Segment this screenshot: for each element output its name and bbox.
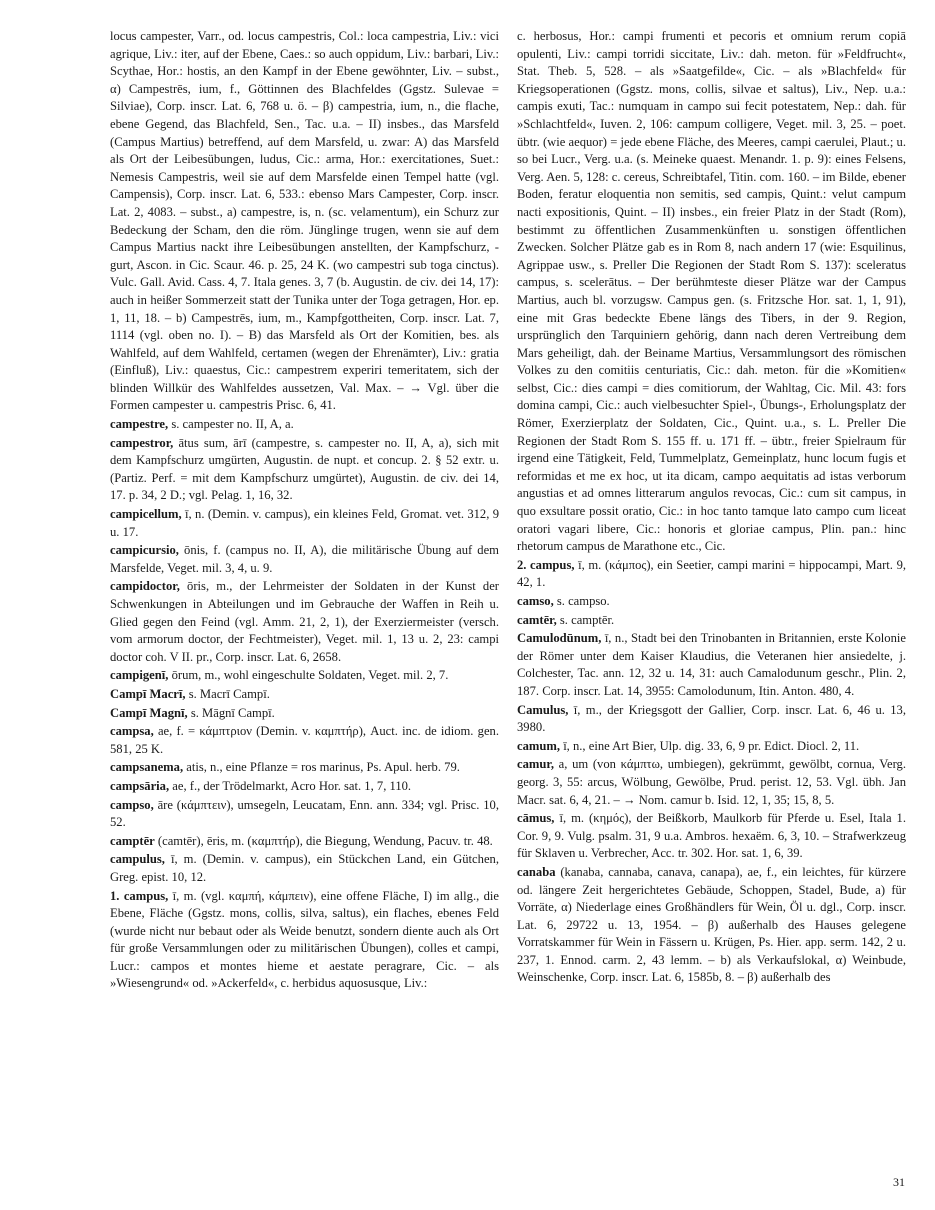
entry-text: ī, m. (vgl. καμπή, κάμπειν), eine offene Fläche, I) im allg., die Ebene, Fläche (Ggstz. mons, collis, silva, saltus), ein flaches, ebenes Feld (wurde nicht nur bebaut oder als Weide benutzt, sondern diente auch als Ort für große Versammlungen oder zu militärischen Übungen), colles et campi, Lucr.: campos et montes hieme et aestate peragrare, Cic. – als »Wiesengrund« od. »Ackerfeld«, c. herbidus aquosusque, Liv.: — [110, 888, 499, 991]
entry-headword: camur, — [517, 757, 554, 772]
entry-headword: camso, — [517, 594, 554, 608]
entry-headword: 2. campus, — [517, 557, 575, 572]
left-column — [110, 28, 499, 1168]
entry-headword: campsa, — [110, 724, 154, 739]
right-column — [517, 28, 906, 1168]
entry-text: ī, m., der Kriegsgott der Gallier, Corp. inscr. Lat. 6, 46 u. 13, 3980. — [517, 702, 906, 735]
dictionary-entry — [110, 506, 499, 541]
entry-text: (kanaba, cannaba, canava, canapa), ae, f., ein leichtes, für kürzere od. längere Zeit hergerichtetes Gebäude, Schoppen, Stadel, Bude, a) für Vorräte, α) Niederlage eines Großhändlers für Wein, Öl u. dgl., Corp. inscr. Lat. 6, 29722 u. 13, 1954. – β) außerhalb des Hauses gelegene Vorratskammer für Wein in Fässern u. Krügen, Ps. Hier. app. serm. 142, 2 u. 237, 1. Ennod. carm. 2, 43 lemm. – b) als Verkaufslokal, α) Weinbude, Weinschenke, Corp. inscr. Lat. 6, 1585b, 8. – β) außerhalb des — [517, 864, 906, 985]
dictionary-entry — [517, 810, 906, 863]
dictionary-entry — [110, 759, 499, 777]
dictionary-entry — [110, 542, 499, 577]
dictionary-entry — [110, 797, 499, 832]
entry-text: a, um (von κάμπτω, umbiegen), gekrümmt, gewölbt, cornua, Verg. georg. 3, 55: arcus, Wölbung, Gewölbe, Prud. perist. 12, 53. Vgl. übh. Jan Macr. sat. 6, 4, 21. – → Nom. camur b. Isid. 12, 1, 35; 15, 8, 5. — [517, 757, 906, 807]
entry-text: ī, n., Stadt bei den Trinobanten in Britannien, erste Kolonie der Römer unter dem Kaiser Klaudius, die Veteranen hier ansiedelte, j. Colchester, Tac. ann. 12, 32 u. 14, 31: auch Camalodunum geschr., Plin. 2, 187. Corp. inscr. Lat. 14, 3955: Camolodunum, Itin. Anton. 480, 4. — [517, 631, 906, 698]
dictionary-entry — [110, 888, 499, 994]
entry-text: ī, n., eine Art Bier, Ulp. dig. 33, 6, 9 pr. Edict. Diocl. 2, 11. — [563, 738, 860, 753]
dictionary-entry — [517, 557, 906, 592]
dictionary-entry — [110, 28, 499, 415]
entry-headword: cāmus, — [517, 811, 555, 826]
entry-headword: campestror, — [110, 435, 174, 450]
entry-text: ī, n. (Demin. v. campus), ein kleines Feld, Gromat. vet. 312, 9 u. 17. — [110, 507, 499, 539]
dictionary-entry — [110, 705, 499, 723]
entry-headword: campestre, — [110, 417, 169, 432]
dictionary-entry — [517, 738, 906, 756]
dictionary-entry — [110, 778, 499, 796]
entry-text: s. Macrī Campī. — [188, 686, 270, 701]
dictionary-entry — [110, 667, 499, 685]
dictionary-entry — [517, 630, 906, 700]
dictionary-entry — [110, 435, 499, 505]
entry-headword: camum, — [517, 738, 561, 753]
entry-headword: Camulus, — [517, 702, 569, 717]
dictionary-entry — [110, 851, 499, 886]
entry-text: c. herbosus, Hor.: campi frumenti et pecoris et omnium rerum copiā opulenti, Liv.: campi torridi siccitate, Liv.: dah. meton. für »Feldfrucht«, Stat. Theb. 5, 528. – als »Saatgefilde«, Cic. – als »Blachfeld« für Kriegsoperationen (Ggstz. mons, collis, silvae et saltus), Liv., Nep. u.a.: campis exuti, Tac.: numquam in campo sui fecit potestatem, Nep.: dah. für »Schlachtfeld«, Iuven. 2, 106: campum colligere, Veget. mil. 3, 25. – poet. übtr. (wie aequor) = jede ebene Fläche, des Meeres, campi caerulei, Plaut.; u. so bei Lucr., Verg. u.a. (s. Meineke quaest. Menandr. 1. p. 9): eines Felsens, Verg. Aen. 5, 128: c. cereus, Schreibtafel, Titin. com. 160. – im Bilde, ebener Boden, feratur eloquentia non semitis, sed campis, Quint.: velut campum nacti expositionis, Quint. – II) insbes., ein freier Platz in der Stadt (Rom), bestimmt zu öffentlichen Zusammenkünften u. sonstigen öffentlichen Zwecken. Solcher Plätze gab es in Rom 8, nach andern 17 (wie: Esquilinus, Agrippae usw., s. Preller Die Regionen der Stadt Rom S. 137): sceleratus campus, s. scelerātus. – Der berühmteste dieser Plätze war der Campus Martius, auch bl. vorzugsw. Campus gen. (s. Fritzsche Hor. sat. 1, 1, 91), eine mit Gras bedeckte Ebene längs des Tibers, in der 9. Region, ursprünglich den Tarquiniern gehörig, dann nach deren Vertreibung dem Mars geheiligt, dah. der Beiname Martius, Versammlungsort des römischen Volkes zu den comitiis centuriatis, Cic.: dah. meton. für die »Komitien« selbst, Cic.: dies campi = dies comitiorum, der Wahltag, Cic. Mil. 43: fors domina campi, Cic.: auch vielbesuchter Spiel-, Übungs-, Erholungsplatz der Römer, Exerzierplatz der Soldaten, Cic., Quint. u.a., s. L. Preller Die Regionen der Stadt Rom S. 155 ff. u. 171 ff. – übtr., freier Spielraum für irgend eine Tätigkeit, Feld, Tummelplatz, Gemeinplatz, hunc locum fugis et reformidas et me ex hoc, ut ita dicam, campo aequitatis ad istas verborum angustias et ad omnes litterarum angulos revocas, Cic.: cum sit campus, in quo exsultare possit oratio, Cic.: in hoc tanto tamque lato campo cum liceat oratori vagari libere, Cic.: honoris et gloriae campus, Plin. pan.: hinc rhetorum campus de Marathone etc., Cic. — [517, 29, 906, 554]
entry-text: s. campso. — [556, 594, 610, 608]
dictionary-entry — [110, 578, 499, 666]
entry-text: ae, f., der Trödelmarkt, Acro Hor. sat. 1, 7, 110. — [172, 778, 412, 793]
dictionary-entry — [517, 28, 906, 556]
entry-headword: Campī Magnī, — [110, 705, 188, 720]
entry-text: (camtēr), ēris, m. (καμπτήρ), die Biegung, Wendung, Pacuv. tr. 48. — [157, 833, 493, 848]
dictionary-entry — [110, 833, 499, 851]
entry-headword: campulus, — [110, 852, 165, 867]
entry-headword: campicellum, — [110, 507, 182, 522]
page-number: 31 — [893, 1175, 905, 1189]
dictionary-entry — [517, 702, 906, 737]
entry-text: ōnis, f. (campus no. II, A), die militärische Übung auf dem Marsfelde, Veget. mil. 3, 4, u. 9. — [110, 543, 499, 575]
entry-text: ī, m. (κημός), der Beißkorb, Maulkorb für Pferde u. Esel, Itala 1. Cor. 9, 9. Vulg. psalm. 31, 9 u.a. Ambros. hexaëm. 6, 3, 10. – Strafwerkzeug für Sklaven u. Verbrecher, Acc. tr. 302. Hor. sat. 1, 6, 39. — [517, 811, 906, 861]
entry-headword: camptēr — [110, 833, 155, 848]
entry-headword: campidoctor, — [110, 579, 180, 594]
entry-text: ae, f. = κάμπτριον (Demin. v. καμπτήρ), Auct. inc. de idiom. gen. 581, 25 K. — [110, 724, 499, 756]
entry-text: āre (κάμπτειν), umsegeln, Leucatam, Enn. ann. 334; vgl. Prisc. 10, 52. — [110, 797, 499, 830]
entry-text: locus campester, Varr., od. locus campestris, Col.: loca campestria, Liv.: vici agrique, Liv.: iter, auf der Ebene, Caes.: so auch oppidum, Liv.: barbari, Liv.: Scythae, Hor.: hostis, an den Kampf in der Ebene gewöhnter, Liv. – subst., α) Campestrēs, ium, f., Göttinnen des Blachfeldes (Ggstz. Sulevae = Silviae), Corp. inscr. Lat. 6, 768 u. ö. – β) campestria, ium, n., die flache, ebene Gegend, das Blachfeld, Sen., Tac. u.a. – II) insbes., das Marsfeld (Campus Martius) betreffend, auf dem Marsfeld, u. zwar: A) das Marsfeld als Ort der Leibesübungen, ludus, Cic.: arma, Hor.: exercitationes, Suet.: Nemesis Campestris, weil sie auf dem Marsfelde einen Tempel hatte (vgl. Campensis), Corp. inscr. Lat. 6, 533.: ebenso Mars Campester, Corp. inscr. Lat. 2, 4083. – subst., a) campestre, is, n. (sc. velamentum), ein Schurz zur Bedeckung der Scham, den die röm. Jünglinge trugen, wenn sie auf dem Campus Martius nackt ihre Leibesübungen anstellten, der Kampfschurz, -gurt, Ascon. in Cic. Scaur. 46. p. 25, 24 K. (wo campestri sub toga cinctus). Vulc. Gall. Avid. Cass. 4, 7. Itala genes. 3, 7 (b. Augustin. de civ. dei 14, 17): auch in heißer Sommerzeit statt der Tunika unter der Toga getragen, Hor. ep. 1, 11, 18. – b) Campestrēs, ium, m., Kampfgottheiten, Corp. inscr. Lat. 7, 1114 (vgl. oben no. I). – B) das Marsfeld als Ort der Komitien, bes. als Wahlfeld, auf dem Wahlfeld, certamen (wegen der Ehrenämter), Liv.: gratia (Einfluß), Liv.: quaestus, Cic.: campestrem experiri temeritatem, sich der blinden Willkür des Wahlfeldes aussetzen, Val. Max. – → Vgl. über die Formen campester u. campestris Prisc. 6, 41. — [110, 29, 499, 413]
entry-text: s. camptēr. — [559, 612, 615, 627]
entry-headword: Camulodūnum, — [517, 631, 602, 646]
entry-text: ī, m. (κάμπος), ein Seetier, campi marini = hippocampi, Mart. 9, 42, 1. — [517, 557, 906, 590]
entry-text: atis, n., eine Pflanze = ros marinus, Ps. Apul. herb. 79. — [186, 760, 460, 775]
entry-text: s. campester no. II, A, a. — [171, 417, 294, 432]
entry-headword: canaba — [517, 864, 556, 879]
dictionary-entry — [110, 723, 499, 758]
entry-headword: campsāria, — [110, 778, 170, 793]
dictionary-entry — [517, 593, 906, 611]
entry-headword: campso, — [110, 797, 154, 812]
entry-text: ōris, m., der Lehrmeister der Soldaten in der Kunst der Schwenkungen in Abteilungen und im Gebrauche der Waffen in Reih u. Glied gegen den Feind (vgl. Amm. 21, 2, 1), der Exerziermeister (versch. vom armorum doctor, der Fechtmeister), Veget. mil. 1, 13 u. 2, 23: campi doctor coh. V II. pr., Corp. inscr. Lat. 6, 2658. — [110, 579, 499, 664]
dictionary-entry — [517, 612, 906, 630]
entry-headword: campigenī, — [110, 668, 169, 683]
entry-text: ōrum, m., wohl eingeschulte Soldaten, Veget. mil. 2, 7. — [171, 668, 449, 683]
entry-text: ātus sum, ārī (campestre, s. campester no. II, A, a), sich mit dem Kampfschurz umgürten, Augustin. de nupt. et concup. 2. § 52 extr. u. (Partiz. Perf. = mit dem Kampfschurz umgürtet), Augustin. de civ. dei 14, 17. p. 34, 2 D.; vgl. Pelag. 1, 16, 32. — [110, 435, 499, 503]
entry-text: s. Māgnī Campī. — [190, 705, 275, 720]
entry-headword: campsanema, — [110, 760, 184, 775]
entry-headword: campicursio, — [110, 543, 179, 558]
dictionary-entry — [517, 756, 906, 809]
entry-headword: Campī Macrī, — [110, 686, 186, 701]
entry-headword: camtēr, — [517, 612, 557, 627]
dictionary-entry — [110, 416, 499, 434]
entry-headword: 1. campus, — [110, 888, 169, 903]
entry-text: ī, m. (Demin. v. campus), ein Stückchen Land, ein Gütchen, Greg. epist. 10, 12. — [110, 852, 499, 884]
dictionary-entry — [517, 864, 906, 987]
dictionary-entry — [110, 686, 499, 704]
